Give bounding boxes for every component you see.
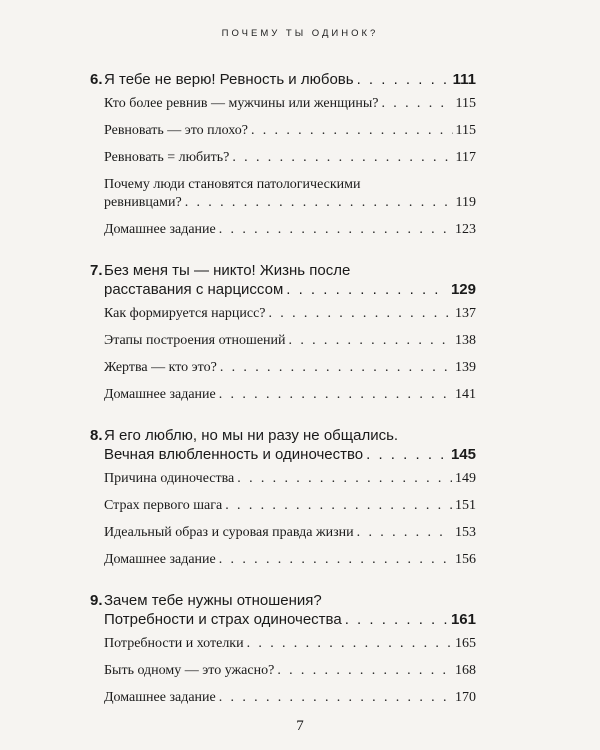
entry-page-number: 170 xyxy=(455,690,476,705)
toc-chapter-6 xyxy=(90,70,476,239)
entry-title: Ревновать = любить? xyxy=(104,150,230,165)
entry-page-number: 138 xyxy=(455,333,476,348)
toc-entry xyxy=(104,221,476,239)
entry-page-number: 117 xyxy=(455,150,476,165)
leader-dots xyxy=(345,610,448,629)
chapter-number: 8. xyxy=(90,427,103,444)
toc-entry xyxy=(104,95,476,113)
leader-dots xyxy=(232,149,452,167)
entry-page-number: 123 xyxy=(455,222,476,237)
entry-title: Страх первого шага xyxy=(104,498,223,513)
toc-entry xyxy=(104,551,476,569)
chapter-number: 6. xyxy=(90,71,103,88)
leader-dots xyxy=(286,280,448,299)
leader-dots xyxy=(382,95,453,113)
entry-title: Кто более ревнив — мужчины или женщины? xyxy=(104,96,379,111)
entry-page-number: 165 xyxy=(455,636,476,651)
chapter-title: Зачем тебе нужны отношения? xyxy=(104,592,322,609)
leader-dots xyxy=(219,551,452,569)
leader-dots xyxy=(225,497,452,515)
entry-title: Домашнее задание xyxy=(104,690,216,705)
toc-entry xyxy=(104,149,476,167)
leader-dots xyxy=(220,359,452,377)
entry-page-number: 153 xyxy=(455,525,476,540)
toc-entry xyxy=(104,359,476,377)
entry-page-number: 168 xyxy=(455,663,476,678)
leader-dots xyxy=(219,386,452,404)
toc-entry xyxy=(104,524,476,542)
entry-title: Жертва — кто это? xyxy=(104,360,217,375)
entry-title: Быть одному — это ужасно? xyxy=(104,663,275,678)
page-number: 7 xyxy=(296,718,304,734)
running-head: ПОЧЕМУ ТЫ ОДИНОК? xyxy=(221,28,379,39)
toc-entry xyxy=(104,176,476,212)
leader-dots xyxy=(251,122,453,140)
entry-page-number: 149 xyxy=(455,471,476,486)
entry-page-number: 115 xyxy=(455,96,476,111)
entry-page-number: 119 xyxy=(455,195,476,210)
leader-dots xyxy=(219,689,452,707)
chapter-title-continued: Потребности и страх одиночества xyxy=(104,611,342,628)
leader-dots xyxy=(185,194,453,212)
leader-dots xyxy=(366,445,448,464)
table-of-contents xyxy=(90,70,476,729)
toc-entry xyxy=(104,305,476,323)
leader-dots xyxy=(357,524,452,542)
entry-title: Почему люди становятся патологическими xyxy=(104,177,361,192)
entry-page-number: 151 xyxy=(455,498,476,513)
entry-title: Ревновать — это плохо? xyxy=(104,123,248,138)
toc-entry xyxy=(104,332,476,350)
entry-title: Потребности и хотелки xyxy=(104,636,244,651)
leader-dots xyxy=(289,332,452,350)
entry-page-number: 141 xyxy=(455,387,476,402)
chapter-number: 7. xyxy=(90,262,103,279)
chapter-title-continued: Вечная влюбленность и одиночество xyxy=(104,446,364,463)
toc-entry xyxy=(104,497,476,515)
entry-title: Домашнее задание xyxy=(104,387,216,402)
entry-title: Идеальный образ и суровая правда жизни xyxy=(104,525,354,540)
chapter-title: Без меня ты — никто! Жизнь после xyxy=(104,262,351,279)
entry-page-number: 137 xyxy=(455,306,476,321)
entry-page-number: 156 xyxy=(455,552,476,567)
toc-entry xyxy=(104,662,476,680)
chapter-page-number: 129 xyxy=(450,281,476,298)
leader-dots xyxy=(219,221,452,239)
entry-title: Как формируется нарцисс? xyxy=(104,306,266,321)
toc-entry xyxy=(104,470,476,488)
toc-chapter-9 xyxy=(90,591,476,707)
chapter-title-continued: расставания с нарциссом xyxy=(104,281,284,298)
entry-title: Домашнее задание xyxy=(104,552,216,567)
toc-chapter-7 xyxy=(90,261,476,404)
entry-title: Этапы построения отношений xyxy=(104,333,286,348)
toc-entry xyxy=(104,635,476,653)
entry-title-continued: ревнивцами? xyxy=(104,195,182,210)
entry-title: Причина одиночества xyxy=(104,471,235,486)
leader-dots xyxy=(277,662,452,680)
entry-page-number: 115 xyxy=(455,123,476,138)
chapter-page-number: 111 xyxy=(452,71,476,88)
chapter-page-number: 161 xyxy=(450,611,476,628)
leader-dots xyxy=(247,635,452,653)
toc-entry xyxy=(104,689,476,707)
chapter-number: 9. xyxy=(90,592,103,609)
chapter-page-number: 145 xyxy=(450,446,476,463)
entry-page-number: 139 xyxy=(455,360,476,375)
chapter-title: Я его люблю, но мы ни разу не общались. xyxy=(104,427,399,444)
entry-title: Домашнее задание xyxy=(104,222,216,237)
toc-chapter-8 xyxy=(90,426,476,569)
leader-dots xyxy=(237,470,452,488)
chapter-title: Я тебе не верю! Ревность и любовь xyxy=(104,71,354,88)
toc-entry xyxy=(104,122,476,140)
leader-dots xyxy=(269,305,453,323)
leader-dots xyxy=(357,70,450,89)
toc-entry xyxy=(104,386,476,404)
